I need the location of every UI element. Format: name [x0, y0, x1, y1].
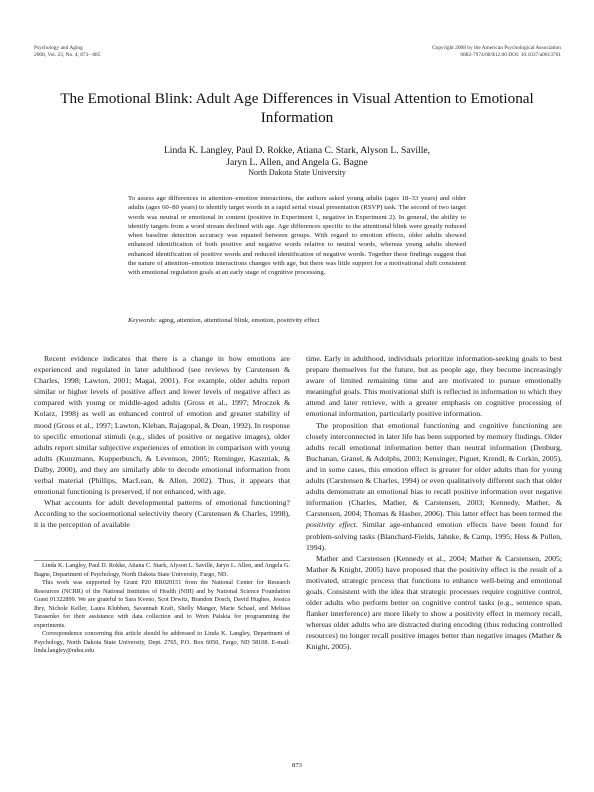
copyright-line: Copyright 2008 by the American Psychological Association [431, 45, 561, 51]
footnote-paragraph: Correspondence concerning this article should be addressed to Linda K. Langley, Department of Psychology, North Dakota State University, Dept. 2765, P.O. Box 6050, Fargo, ND 58108. E-mail: linda.langley@ndsu.edu [34, 630, 290, 654]
footnote-divider [34, 560, 290, 561]
body-text: . Similar age-enhanced emotion effects have been found for problem-solving tasks (Blanchard-Fields, Jahnke, & Camp, 1995; Hess & Pullen, 1994). [306, 520, 562, 552]
body-column-left [34, 353, 290, 531]
keywords-list: aging, attention, attentional blink, emotion, positivity effect [158, 317, 320, 324]
emphasized-term: positivity effect [306, 520, 356, 530]
abstract [128, 194, 466, 278]
journal-header [34, 45, 100, 59]
body-paragraph: Recent evidence indicates that there is a change in how emotions are experienced and regulated in later adulthood (see reviews by Carstensen & Charles, 1998; Lawton, 2001; Magai, 2001). For example, older adults report similar or higher levels of positive affect and lower levels of negative affect as compared with young or middle-aged adults (Gross et al., 1997; Mroczek & Kolarz, 1998) as well as enhanced control of emotion and greater stability of mood (Gross et al., 1997; Lawton, Kleban, Rajagopal, & Dean, 1992). In response to specific emotional stimuli (e.g., slides of positive or negative images), older adults report similar subjective experiences of emotion in comparison with young adults (Kunzmann, Kupperbusch, & Levenson, 2005; Reminger, Kaszniak, & Dalby, 2000), and they are similarly able to decode emotional information from verbal material (Phillips, MacLean, & Allen, 2002). Thus, it appears that emotional functioning is preserved, if not enhanced, with age. [34, 354, 290, 497]
author-note [34, 562, 290, 656]
keywords [128, 316, 466, 325]
footnote-paragraph: Linda K. Langley, Paul D. Rokke, Atiana C. Stark, Alyson L. Saville, Jaryn L. Allen, and Angela G. Bagne, Department of Psychology, North Dakota State University, Fargo, ND. [34, 562, 290, 578]
authors-line-2: Jaryn L. Allen, and Angela G. Bagne [226, 157, 368, 168]
authors-line-1: Linda K. Langley, Paul D. Rokke, Atiana C. Stark, Alyson L. Saville, [163, 145, 431, 156]
journal-volume: 2008, Vol. 23, No. 4, 873– 885 [34, 52, 101, 58]
body-column-right [306, 353, 562, 653]
page-number: 873 [292, 762, 302, 769]
author-list [80, 145, 514, 169]
body-paragraph [306, 420, 562, 553]
footnote-paragraph: This work was supported by Grant P20 RR020151 from the National Center for Research Resources (NCRR) of the National Institutes of Health (NIH) and by National Science Foundation Grant 01322899. We are grateful to Sara Kveno, Scot Drwitz, Brandon Dosch, David Hughes, Jessica Ihry, Nichole Keller, Laura Klubben, Savannah Kraft, Shelly Manger, Marie Schaaf, and Melissa Tarasenko for their assistance with data collection and to Wren Paiskia for programming the experiments. [34, 579, 290, 629]
abstract-text: To assess age differences in attention–emotion interactions, the authors asked young adults (ages 18–33 years) and older adults (ages 60–80 years) to identify target words in a rapid serial visual presentation (RSVP) task. The second of two target words was neutral or emotional in content (positive in Experiment 1, negative in Experiment 2). In general, the ability to identify targets from a word stream declined with age. Age differences specific to the attentional blink were greatly reduced when baseline detection accuracy was equated between groups. With regard to emotion effects, older adults showed enhanced identification of both positive and negative words relative to neutral words, whereas young adults showed enhanced identification of positive words and reduced identification of negative words. Together these findings suggest that the nature of attention–emotion interactions changes with age, but there was little support for a motivational shift consistent with emotional regulation goals at an early stage of cognitive processing. [128, 195, 466, 277]
copyright-header [432, 45, 561, 59]
doi-line: 0882-7974/08/$12.00 DOI: 10.1037/a0013761 [460, 52, 561, 58]
body-paragraph: time. Early in adulthood, individuals prioritize information-seeking goals to best prepare themselves for the future, but as people age, they become increasingly aware of limited remaining time and are motivated to pursue emotionally meaningful goals. This motivational shift is reflected in information to which they attend and later retrieve, with a greater emphasis on cognitive processing of emotional information, particularly positive information. [306, 354, 562, 419]
article-title: The Emotional Blink: Adult Age Differences in Visual Attention to Emotional Information [60, 90, 534, 126]
journal-name: Psychology and Aging [34, 45, 83, 51]
body-paragraph: What accounts for adult developmental patterns of emotional functioning? According to the socioemotional selectivity theory (Carstensen & Charles, 1998), it is the perception of available [34, 498, 290, 530]
body-text: The proposition that emotional functioning and cognitive functioning are closely interconnected in later life has been supported by memory findings. Older adults recall emotional information better than neutral information (Denburg, Buchanan, Granel, & Adolphs, 2003; Kensinger, Piguet, Krendl, & Corkin, 2005), and in some cases, this emotion effect is greater for older adults than for young adults (Carstensen & Charles, 1994) or even qualitatively different such that older adults demonstrate an emotional bias to recall positive information over negative information (Charles, Mather, & Carstensen, 2003; Kennedy, Mather, & Carstensen, 2004; Thomas & Hasher, 2006). This latter effect has been termed the [306, 420, 562, 519]
body-paragraph: Mather and Carstensen (Kennedy et al., 2004; Mather & Carstensen, 2005; Mather & Knight, 2005) have proposed that the positivity effect is the result of a motivated, strategic process that functions to enhance well-being and emotional goals. Consistent with the idea that strategic processes require cognitive control, older adults who perform better on cognitive control tasks (e.g., sentence span, flanker interference) are more likely to show a positivity effect in memory recall, whereas older adults who are distracted during encoding (thus reducing controlled resources) no longer recall positive images better than negative images (Mather & Knight, 2005). [306, 553, 562, 652]
affiliation: North Dakota State University [248, 168, 346, 177]
keywords-label: Keywords: [128, 317, 157, 324]
